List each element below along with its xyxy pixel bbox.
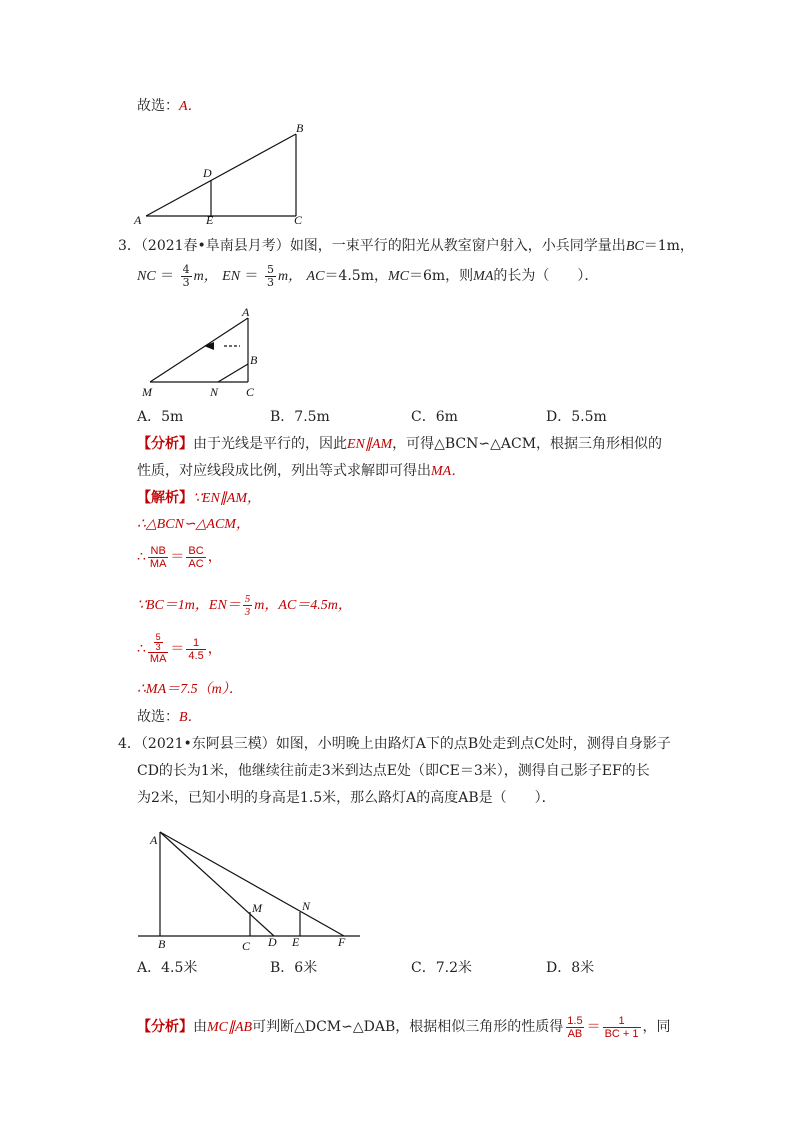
q3-number: 3． — [118, 238, 141, 254]
frac-num-nested — [150, 633, 167, 652]
q3-mc: MC — [387, 269, 409, 284]
fraction-5-3 — [243, 593, 253, 618]
step-text-b: m，AC＝4.5m， — [254, 598, 352, 613]
q4-option-b: B．6米 — [270, 960, 318, 976]
analysis-text-2: MC∥AB — [207, 1020, 253, 1035]
fraction-15-ab — [565, 1015, 584, 1040]
figure-1 — [130, 118, 330, 228]
frac-den: 3 — [155, 642, 161, 652]
frac-den: 4.5 — [188, 649, 204, 662]
analysis-text-4: ，同 — [642, 1019, 671, 1035]
q3-nc: NC — [137, 269, 156, 284]
analysis-text-5: MA． — [431, 464, 466, 479]
analysis-tag: 【分析】 — [137, 1019, 193, 1035]
q3-en-fraction — [265, 264, 276, 289]
fraction-bc-ac — [186, 545, 205, 570]
step-text-a: ∵BC＝1m，EN＝ — [137, 598, 241, 613]
answer-prefix: 故选： — [137, 709, 179, 725]
fig4-label-a: A — [150, 833, 158, 847]
analysis-text-1: 由于光线是平行的，因此 — [193, 436, 347, 452]
frac-num: 5 — [266, 262, 274, 276]
q4-line1: 如图，小明晚上由路灯A下的点B处走到点C处时，测得自身影子 — [275, 736, 671, 752]
q3-nc-fraction — [181, 264, 192, 289]
fig4-label-b: B — [158, 937, 166, 951]
fig4-label-c: C — [242, 939, 251, 953]
frac-den: MA — [149, 557, 167, 570]
frac-den: AB — [567, 1027, 583, 1040]
fig4-label-d: D — [268, 935, 277, 949]
fig1-label-d: D — [203, 166, 212, 180]
fig1-label-a: A — [134, 213, 142, 227]
step-prefix: ∴ — [137, 549, 146, 565]
q3-option-c: C．6m — [411, 409, 458, 425]
fig4-label-m: M — [252, 901, 262, 915]
frac-num: 4 — [182, 262, 190, 276]
q3-solution-step-6: ∴MA＝7.5（m）． — [137, 682, 243, 697]
frac-num: 5 — [244, 593, 251, 606]
step-suffix: ， — [207, 641, 222, 657]
frac-den: BC + 1 — [604, 1027, 639, 1040]
q3-bc: BC — [625, 239, 644, 254]
q3-stem-line1 — [118, 236, 694, 257]
q3-ac: AC — [306, 269, 325, 284]
q4-analysis-line1: 【分析】由MC∥AB可判断△DCM∽△DAB，根据相似三角形的性质得 $\frac{1.5}{AB}$ ＝ $\frac{1}{BC + 1}$ ，同 — [137, 1014, 671, 1040]
q4-number: 4． — [118, 736, 141, 752]
q3-mc-val: ＝6m，则 — [408, 268, 474, 284]
fraction-nb-ma — [148, 545, 169, 570]
fig4-label-e: E — [292, 935, 300, 949]
frac-num: 1.5 — [567, 1014, 583, 1027]
answer-prefix: 故选： — [137, 98, 179, 114]
fig3-label-b: B — [250, 353, 258, 367]
fraction-complex — [148, 633, 169, 665]
q3-analysis-line2 — [137, 461, 465, 482]
figure-q4 — [134, 820, 366, 954]
q4-stem-line3: 为2米，已知小明的身高是1.5米，那么路灯A的高度AB是（ ）． — [137, 790, 556, 806]
q4-option-a: A．4.5米 — [137, 960, 198, 976]
q3-tail: 的长为（ ）． — [493, 268, 599, 284]
frac-num: BC — [188, 544, 204, 557]
analysis-text-3: ，可得△BCN∽△ACM，根据三角形相似的 — [392, 436, 663, 452]
solution-tag: 【解析】 — [137, 490, 193, 506]
analysis-text-3: 可判断△DCM∽△DAB，根据相似三角形的性质得 — [252, 1019, 564, 1035]
q3-option-a: A．5m — [137, 409, 184, 425]
fig4-label-n: N — [302, 899, 311, 913]
frac-den: 3 — [182, 275, 190, 289]
q3-solution-step-5: ∴ $\frac{\frac{5}{3}}{MA}$ ＝ $\frac{1}{4.5}$ ， — [137, 632, 222, 665]
fig1-label-c: C — [294, 213, 303, 227]
solution-step-1: ∵EN∥AM， — [193, 491, 262, 506]
q3-unit2: m， — [277, 269, 303, 284]
q3-unit1: m， — [193, 269, 218, 284]
q3-solution-step-2: ∴△BCN∽△ACM， — [137, 517, 250, 532]
frac-den: MA — [149, 653, 167, 665]
q3-ac-val: ＝4.5m， — [324, 268, 388, 284]
fraction-1-45 — [186, 637, 205, 662]
fig3-label-n: N — [210, 385, 219, 399]
q3-stem-line2 — [137, 262, 598, 291]
q3-source: （2021春•阜南县月考） — [140, 238, 290, 254]
frac-den: AC — [188, 557, 204, 570]
q4-option-d: D．8米 — [546, 960, 595, 976]
nested-fraction — [154, 633, 163, 652]
q3-solution-step-4 — [137, 592, 352, 620]
q4-stem-line2: CD的长为1米，他继续往前走3米到达点E处（即CE＝3米），测得自己影子EF的长 — [137, 763, 650, 779]
analysis-text-1: 由 — [193, 1019, 207, 1035]
q3-ma: MA — [473, 269, 494, 284]
fig1-label-b: B — [296, 121, 304, 135]
analysis-text-4: 性质，对应线段成比例，列出等式求解即可得出 — [137, 463, 431, 479]
q3-answer-line — [137, 707, 202, 728]
fig3-label-c: C — [246, 385, 255, 399]
analysis-text-2: EN∥AM — [347, 437, 393, 452]
q3-option-d: D．5.5m — [546, 409, 607, 425]
figure-q3 — [138, 302, 278, 402]
analysis-tag: 【分析】 — [137, 436, 193, 452]
q3-bc-val: ＝1m， — [643, 238, 694, 254]
fraction-1-bc1 — [603, 1015, 641, 1040]
answer-value: A． — [179, 99, 202, 114]
q3-eq: ＝ — [160, 268, 175, 284]
frac-num: 1 — [618, 1014, 625, 1027]
step-prefix: ∴ — [137, 641, 146, 657]
q3-analysis-line1 — [137, 434, 662, 455]
step-suffix: ， — [207, 549, 222, 565]
frac-den: 3 — [266, 275, 274, 289]
fig4-label-f: F — [338, 935, 346, 949]
prev-answer-line — [137, 96, 202, 117]
fig3-label-m: M — [142, 385, 152, 399]
q3-text-a: 如图，一束平行的阳光从教室窗户射入，小兵同学量出 — [289, 238, 626, 254]
q3-option-b: B．7.5m — [270, 409, 330, 425]
q4-source: （2021•东阿县三模） — [140, 736, 276, 752]
frac-num: 5 — [155, 632, 161, 642]
q3-en: EN — [222, 269, 241, 284]
q3-solution-line1 — [137, 488, 261, 509]
q3-solution-step-3: ∴ $\frac{NB}{MA}$ ＝ $\frac{BC}{AC}$ ， — [137, 544, 222, 570]
frac-den: 3 — [244, 606, 251, 619]
q3-eq2: ＝ — [244, 268, 259, 284]
frac-num: 1 — [193, 636, 200, 649]
fig3-label-a: A — [242, 305, 250, 319]
fig1-label-e: E — [206, 213, 214, 227]
q4-stem-line1 — [118, 734, 671, 754]
answer-value: B． — [179, 710, 202, 725]
frac-num: NB — [150, 544, 166, 557]
q4-option-c: C．7.2米 — [411, 960, 472, 976]
